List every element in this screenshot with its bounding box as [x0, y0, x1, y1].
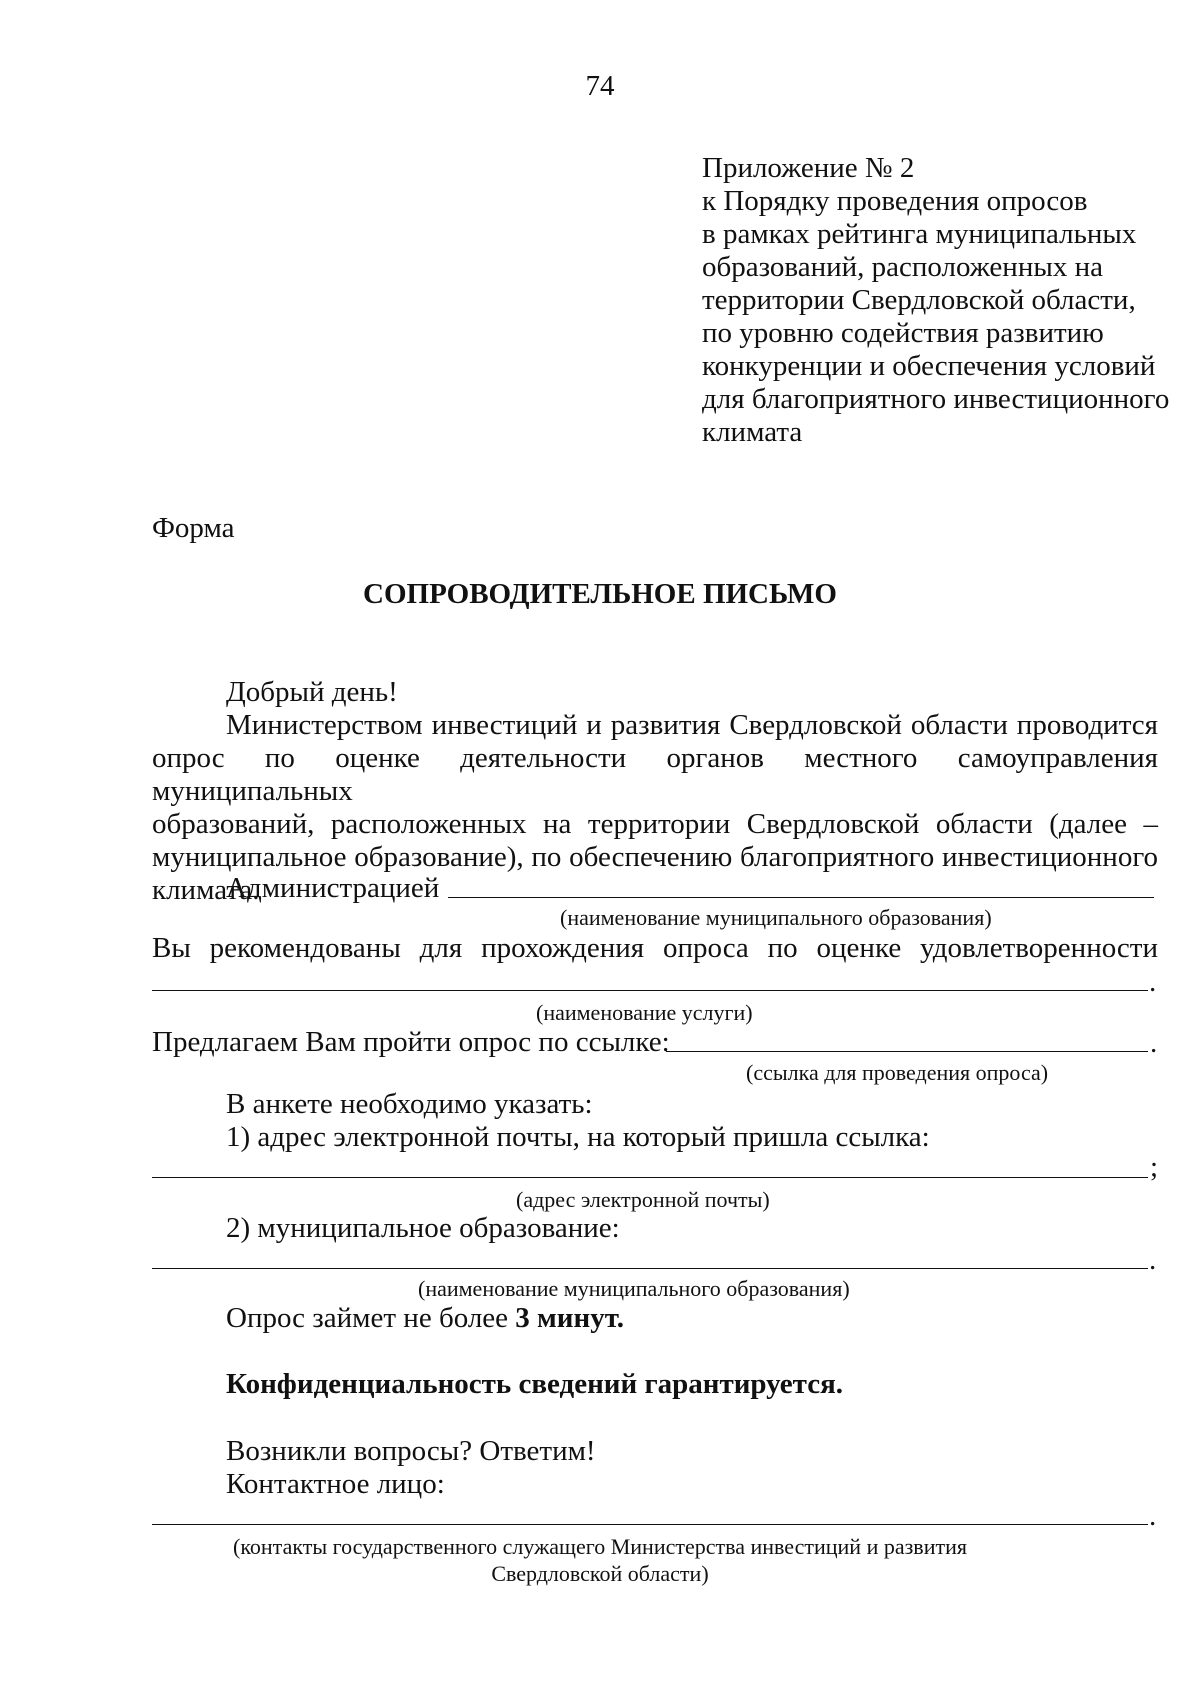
intro-line: опрос по оценке деятельности органов местного самоуправления муниципальных [152, 742, 1158, 807]
intro-line: Министерством инвестиций и развития Свердловской области проводится [226, 709, 1158, 741]
contact-caption-line-1: (контакты государственного служащего Министерства инвестиций и развития [233, 1534, 967, 1559]
document-title: СОПРОВОДИТЕЛЬНОЕ ПИСЬМО [363, 578, 837, 610]
questionnaire-intro: В анкете необходимо указать: [226, 1088, 593, 1120]
survey-link-end-mark: . [1150, 1027, 1158, 1059]
duration-value: 3 минут. [515, 1302, 625, 1334]
administration-blank [448, 897, 1154, 898]
municipality-blank [152, 1268, 1148, 1269]
service-caption: (наименование услуги) [536, 1000, 753, 1025]
duration-prefix: Опрос займет не более [226, 1302, 516, 1334]
duration-note [226, 1302, 624, 1335]
service-blank [152, 990, 1148, 991]
email-blank [152, 1177, 1148, 1178]
email-caption: (адрес электронной почты) [516, 1187, 770, 1212]
contact-end-mark: . [1149, 1500, 1157, 1532]
contact-blank [152, 1524, 1148, 1525]
municipality-end-mark: . [1149, 1244, 1157, 1276]
contact-label: Контактное лицо: [226, 1468, 445, 1500]
appendix-line: для благоприятного инвестиционного [702, 383, 1170, 415]
administration-caption: (наименование муниципального образования) [560, 905, 992, 930]
appendix-line: Приложение № 2 [702, 152, 915, 184]
questionnaire-item-1: 1) адрес электронной почты, на который пришла ссылка: [226, 1121, 930, 1153]
contact-caption-line-2: Свердловской области) [491, 1561, 709, 1586]
appendix-block [702, 152, 1169, 449]
intro-line: муниципальное образование), по обеспечению благоприятного инвестиционного [152, 841, 1158, 873]
appendix-line: по уровню содействия развитию [702, 317, 1104, 349]
greeting: Добрый день! [226, 676, 398, 708]
page-number: 74 [585, 70, 615, 102]
appendix-line: образований, расположенных на [702, 251, 1103, 283]
appendix-line: к Порядку проведения опросов [702, 185, 1088, 217]
survey-link-caption: (ссылка для проведения опроса) [746, 1060, 1049, 1085]
confidentiality-note: Конфиденциальность сведений гарантируется. [226, 1368, 844, 1400]
form-label: Форма [152, 512, 235, 544]
service-end-mark: . [1149, 966, 1157, 998]
recommended-text: Вы рекомендованы для прохождения опроса по оценке удовлетворенности [152, 932, 1158, 964]
appendix-line: территории Свердловской области, [702, 284, 1136, 316]
email-end-mark: ; [1150, 1151, 1159, 1183]
administration-label: Администрацией [226, 872, 440, 904]
appendix-line: в рамках рейтинга муниципальных [702, 218, 1137, 250]
survey-link-label: Предлагаем Вам пройти опрос по ссылке: [152, 1026, 670, 1058]
appendix-line: климата [702, 416, 803, 448]
questionnaire-item-2: 2) муниципальное образование: [226, 1212, 620, 1244]
questions-note: Возникли вопросы? Ответим! [226, 1435, 596, 1467]
municipality-caption: (наименование муниципального образования) [418, 1276, 850, 1301]
survey-link-blank [666, 1051, 1148, 1052]
intro-line: климата. [152, 874, 260, 906]
appendix-line: конкуренции и обеспечения условий [702, 350, 1156, 382]
intro-line: образований, расположенных на территории Свердловской области (далее – [152, 808, 1158, 840]
